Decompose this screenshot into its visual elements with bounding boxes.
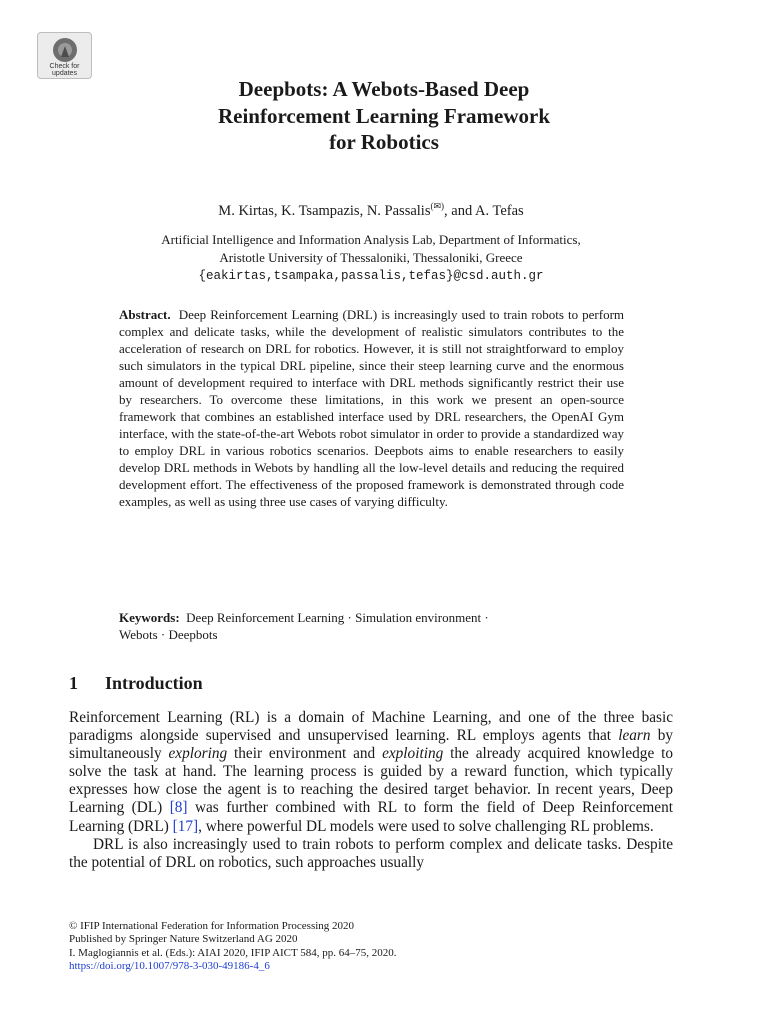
check-for-updates-icon [52, 37, 78, 63]
authors-text: M. Kirtas, K. Tsampazis, N. Passalis [218, 202, 431, 219]
keywords-label: Keywords: [119, 610, 180, 625]
text-run: by simultaneously [69, 727, 673, 763]
badge-line-2: updates [52, 70, 77, 77]
footer-line-1: © IFIP International Federation for Information Processing 2020 [69, 920, 355, 932]
corresponding-author-mark[interactable]: (✉) [430, 201, 445, 211]
text-run: Reinforcement Learning (RL) is a domain of Machine Learning, and one of the three basic paradigms alongside supervised and unsupervised learning. RL employs agents that [69, 709, 673, 745]
citation-link[interactable]: [8] [169, 799, 188, 817]
check-for-updates-badge[interactable] [37, 32, 92, 79]
section-heading [69, 671, 203, 695]
badge-line-1: Check for [49, 63, 80, 70]
authors-text-end: , and A. Tefas [444, 202, 524, 219]
section-title: Introduction [105, 673, 203, 693]
keywords-line-2: Webots · Deepbots [119, 627, 218, 642]
text-run: , where powerful DL models were used to solve challenging RL problems. [198, 817, 654, 835]
title-line-3: for Robotics [329, 130, 439, 154]
title-line-1: Deepbots: A Webots-Based Deep [238, 77, 530, 101]
paragraph-1 [69, 709, 673, 836]
text-run: their environment and [227, 745, 383, 763]
footer-line-3: I. Maglogiannis et al. (Eds.): AIAI 2020, IFIP AICT 584, pp. 64–75, 2020. [69, 946, 397, 959]
citation-link[interactable]: [17] [172, 817, 199, 835]
keywords-line-1: Deep Reinforcement Learning · Simulation environment · [186, 610, 489, 625]
doi-link[interactable]: https://doi.org/10.1007/978-3-030-49186-4_6 [69, 959, 270, 972]
text-run: was further combined with RL to form the field of Deep Reinforcement Learning (DRL) [69, 799, 673, 835]
paragraph-2: DRL is also increasingly used to train robots to perform complex and delicate tasks. Despite the potential of DRL on robotics, such approaches usually [69, 835, 673, 871]
paper-title [0, 76, 768, 156]
body-text [69, 709, 673, 872]
affiliation [0, 231, 742, 285]
emphasis: exploiting [382, 745, 444, 763]
emphasis: learn [618, 727, 651, 745]
emphasis: exploring [168, 745, 228, 763]
abstract [119, 306, 624, 510]
abstract-label: Abstract. [119, 307, 171, 322]
keywords [119, 609, 624, 643]
footer-line-2: Published by Springer Nature Switzerland AG 2020 [69, 933, 298, 946]
section-number: 1 [69, 673, 78, 693]
author-emails: {eakirtas,tsampaka,passalis,tefas}@csd.auth.gr [198, 269, 544, 283]
affiliation-line-2: Aristotle University of Thessaloniki, Thessaloniki, Greece [219, 250, 523, 265]
affiliation-line-1: Artificial Intelligence and Information Analysis Lab, Department of Informatics, [161, 232, 581, 247]
text-run: the already acquired knowledge to solve the task at hand. The learning process is guided by a reward function, which typically expresses how close the agent is to reaching the desired target behavior. In recent years, Deep Learning (DL) [69, 745, 674, 817]
title-line-2: Reinforcement Learning Framework [217, 103, 551, 128]
copyright-footer [69, 920, 689, 973]
abstract-text: Deep Reinforcement Learning (DRL) is increasingly used to train robots to perform complex and delicate tasks, while the development of realistic simulators contributes to the acceleration of research on DRL for robotics. However, it is still not straightforward to employ such simulators in the typical DRL pipeline, since their steep learning curve and the enormous amount of development required to interface with DRL methods significantly restrict their use by researchers. To overcome these limitations, in this work we present an open-source framework that combines an established interface used by DRL researchers, the OpenAI Gym interface, with the state-of-the-art Webots robot simulator in order to provide a standardized way to employ DRL in various robotics scenarios. Deepbots aims to enable researchers to easily develop DRL methods in Webots by handling all the low-level details and reducing the required development effort. The effectiveness of the proposed framework is demonstrated through code examples, as well as using three use cases of varying difficulty. [119, 307, 625, 509]
author-list [0, 196, 742, 221]
